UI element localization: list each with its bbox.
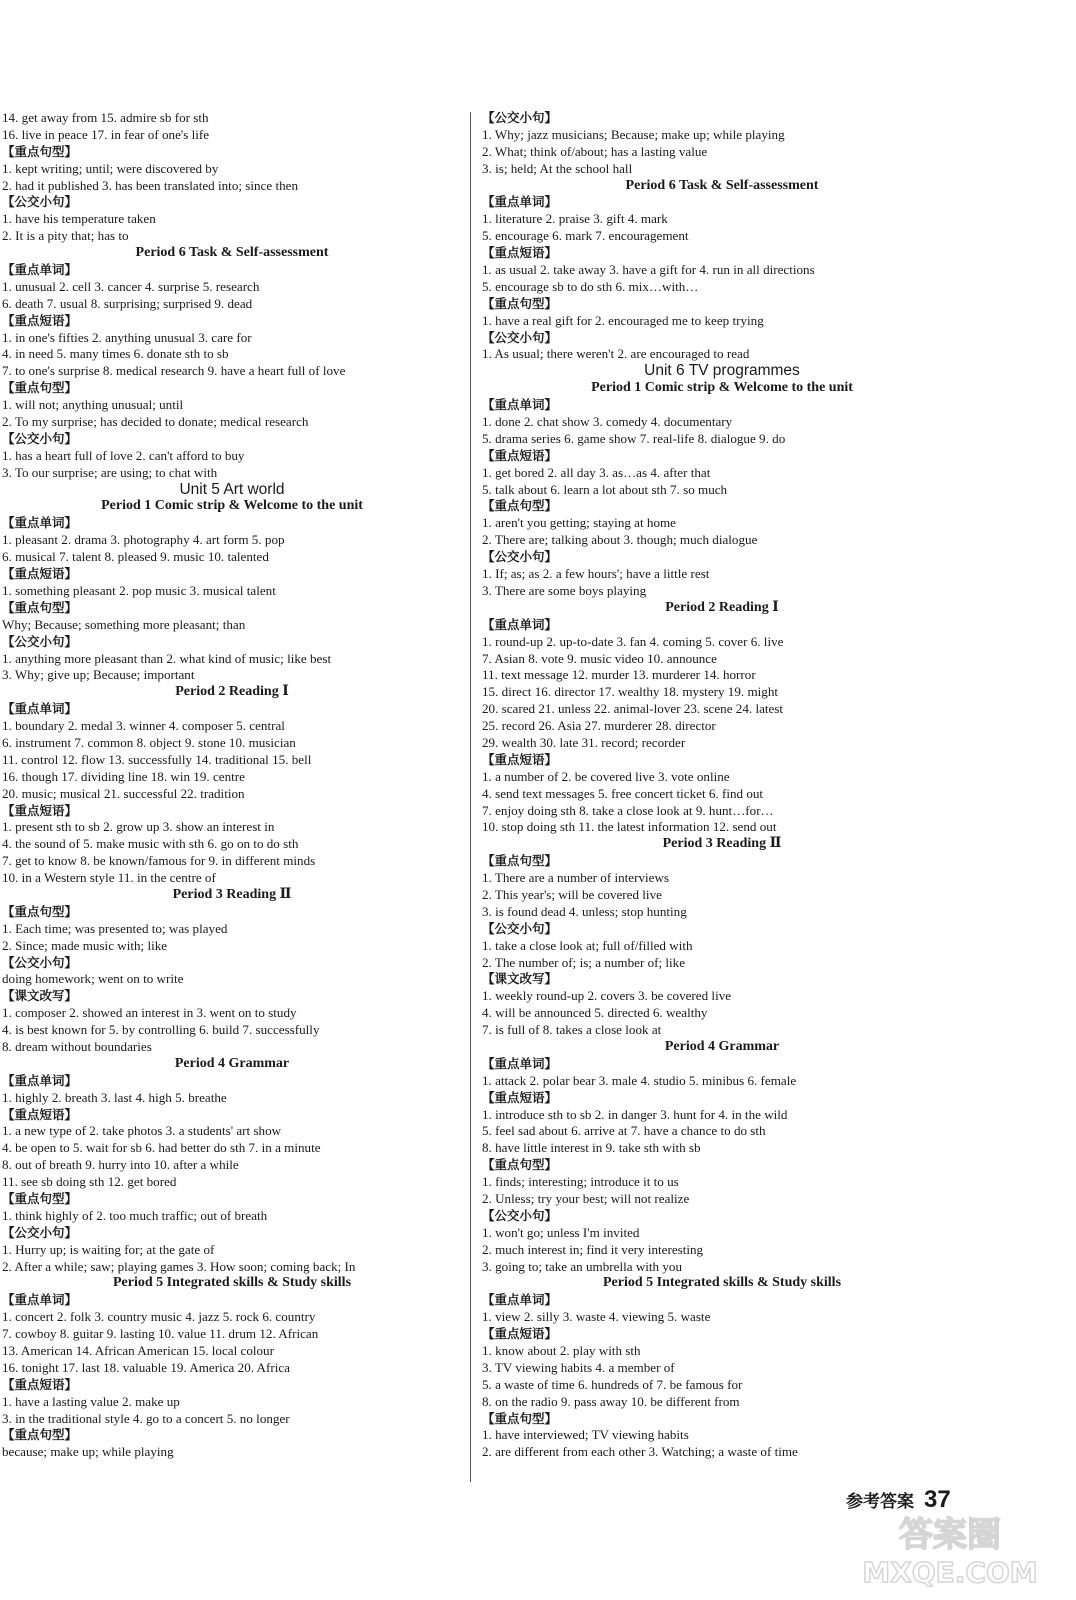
answer-line: 1. think highly of 2. too much traffic; out of breath [2,1207,268,1223]
period-title: Period 5 Integrated skills & Study skills [112,1275,352,1291]
answer-line: 3. is; held; At the school hall [482,160,633,176]
answer-line: 4. in need 5. many times 6. donate sth to sb [2,346,229,362]
section-heading: 【重点短语】 [482,245,558,261]
period-title: Period 2 Reading Ⅰ [665,599,779,615]
answer-line: 13. American 14. African American 15. local colour [2,1343,274,1359]
answer-line: 2. much interest in; find it very interesting [482,1241,704,1257]
answer-line: 1. There are a number of interviews [482,870,669,886]
section-heading: 【公交小句】 [2,194,78,210]
section-heading: 【重点句型】 [2,903,78,919]
unit-title: Unit 6 TV programmes [644,363,800,380]
answer-line: 1. know about 2. play with sth [482,1343,641,1359]
answer-line: 1. concert 2. folk 3. country music 4. jazz 5. rock 6. country [2,1309,316,1325]
section-heading: 【公交小句】 [482,110,558,125]
answer-line: 1. have a lasting value 2. make up [2,1393,180,1409]
section-heading: 【重点单词】 [482,1055,558,1071]
section-heading: 【重点短语】 [482,447,558,463]
answer-line: 1. get bored 2. all day 3. as…as 4. after that [482,464,711,480]
answer-line: 2. The number of; is; a number of; like [482,954,686,970]
answer-line: 4. send text messages 5. free concert ticket 6. find out [482,785,764,801]
section-heading: 【重点单词】 [482,397,558,413]
section-heading: 【重点句型】 [482,1410,558,1426]
answer-line: 1. introduce sth to sb 2. in danger 3. hunt for 4. in the wild [482,1106,788,1122]
answer-line: 1. anything more pleasant than 2. what kind of music; like best [2,650,332,666]
answer-line: 2. What; think of/about; has a lasting value [482,143,708,159]
answer-line: 6. musical 7. talent 8. pleased 9. music 10. talented [2,549,269,565]
answer-line: 1. something pleasant 2. pop music 3. musical talent [2,582,276,598]
answer-line: 5. encourage 6. mark 7. encouragement [482,228,689,244]
answer-line: 1. Hurry up; is waiting for; at the gate of [2,1241,215,1257]
answer-line: 1. finds; interesting; introduce it to us [482,1174,679,1190]
answer-line: 5. feel sad about 6. arrive at 7. have a chance to do sth [482,1123,766,1139]
section-heading: 【重点短语】 [482,1326,558,1342]
answer-line: 2. are different from each other 3. Watching; a waste of time [482,1444,798,1460]
section-heading: 【公交小句】 [2,954,78,970]
section-heading: 【公交小句】 [482,329,558,345]
section-heading: 【课文改写】 [482,971,558,987]
section-heading: 【重点单词】 [2,515,78,531]
answer-line: 3. is found dead 4. unless; stop hunting [482,903,687,919]
answer-line: 3. TV viewing habits 4. a member of [482,1359,675,1375]
answer-line: 5. talk about 6. learn a lot about sth 7. so much [482,481,728,497]
answer-line: 16. though 17. dividing line 18. win 19. centre [2,768,245,784]
answer-line: 1. as usual 2. take away 3. have a gift for 4. run in all directions [482,262,815,278]
answer-line: 7. get to know 8. be known/famous for 9. in different minds [2,853,316,869]
column-divider [470,112,471,1482]
section-heading: 【公交小句】 [2,633,78,649]
answer-line: 11. text message 12. murder 13. murderer 14. horror [482,667,756,683]
section-heading: 【重点句型】 [482,295,558,311]
answer-line: 1. As usual; there weren't 2. are encouraged to read [482,346,750,362]
answer-line: 1. kept writing; until; were discovered by [2,160,219,176]
answer-line: 2. This year's; will be covered live [482,886,662,902]
answer-line: 10. in a Western style 11. in the centre of [2,870,216,886]
answer-line: 2. There are; talking about 3. though; much dialogue [482,532,758,548]
watermark-top: 答案圈 [899,1515,1001,1555]
answer-line: 1. won't go; unless I'm invited [482,1224,640,1240]
section-heading: 【重点单词】 [2,262,78,278]
answer-line: 3. in the traditional style 4. go to a concert 5. no longer [2,1410,290,1426]
answer-line: 25. record 26. Asia 27. murderer 28. director [482,718,716,734]
section-heading: 【重点单词】 [2,701,78,717]
period-title: Period 3 Reading Ⅱ [172,886,292,902]
section-heading: 【重点短语】 [482,1089,558,1105]
watermark-logo [850,1510,1050,1590]
answer-line: 1. present sth to sb 2. grow up 3. show an interest in [2,819,275,835]
answer-line: 7. is full of 8. takes a close look at [482,1022,662,1038]
answer-line: 1. unusual 2. cell 3. cancer 4. surprise 5. research [2,278,260,294]
left-column [2,110,462,1461]
answer-line: 10. stop doing sth 11. the latest information 12. send out [482,819,777,835]
period-title: Period 5 Integrated skills & Study skills [602,1275,842,1291]
answer-line: 11. control 12. flow 13. successfully 14. traditional 15. bell [2,751,312,767]
footer-label: 参考答案 [846,1492,914,1512]
answer-line: 1. literature 2. praise 3. gift 4. mark [482,211,668,227]
section-heading: 【重点句型】 [482,853,558,869]
answer-line: 1. pleasant 2. drama 3. photography 4. art form 5. pop [2,532,285,548]
answer-line: 1. weekly round-up 2. covers 3. be covered live [482,988,732,1004]
section-heading: 【重点短语】 [2,802,78,818]
answer-line: 20. scared 21. unless 22. animal-lover 23. scene 24. latest [482,701,784,717]
answer-line: 2. had it published 3. has been translated into; since then [2,177,298,193]
period-title: Period 2 Reading Ⅰ [175,684,289,700]
answer-line: 1. have his temperature taken [2,211,156,227]
section-heading: 【公交小句】 [2,1224,78,1240]
section-heading: 【重点句型】 [2,1427,78,1443]
section-heading: 【公交小句】 [2,430,78,446]
answer-line: 1. highly 2. breath 3. last 4. high 5. breathe [2,1089,227,1105]
answer-line: Why; Because; something more pleasant; than [2,616,246,632]
answer-line: 1. a new type of 2. take photos 3. a students' art show [2,1123,282,1139]
period-title: Period 1 Comic strip & Welcome to the unit [591,380,853,396]
answer-line: 6. instrument 7. common 8. object 9. stone 10. musician [2,734,296,750]
answer-line: 3. To our surprise; are using; to chat with [2,464,218,480]
answer-line: 1. If; as; as 2. a few hours'; have a little rest [482,566,710,582]
answer-line: doing homework; went on to write [2,971,184,987]
answer-line: 8. have little interest in 9. take sth with sb [482,1140,701,1156]
answer-line: 1. in one's fifties 2. anything unusual 3. care for [2,329,252,345]
answer-line: 7. enjoy doing sth 8. take a close look at 9. hunt…for… [482,802,774,818]
answer-line: 7. Asian 8. vote 9. music video 10. announce [482,650,717,666]
answer-line: 6. death 7. usual 8. surprising; surprised 9. dead [2,295,253,311]
period-title: Period 6 Task & Self-assessment [625,177,819,193]
answer-line: 1. done 2. chat show 3. comedy 4. documentary [482,414,733,430]
answer-line: 2. Unless; try your best; will not realize [482,1191,690,1206]
section-heading: 【重点短语】 [2,1106,78,1122]
section-heading: 【重点单词】 [482,1292,558,1308]
answer-line: 1. have interviewed; TV viewing habits [482,1427,689,1443]
section-heading: 【重点单词】 [482,616,558,632]
answer-line: 20. music; musical 21. successful 22. tradition [2,785,245,801]
answer-line: 16. tonight 17. last 18. valuable 19. America 20. Africa [2,1359,290,1375]
period-title: Period 4 Grammar [174,1055,290,1071]
section-heading: 【重点句型】 [482,498,558,514]
answer-line: 1. a number of 2. be covered live 3. vote online [482,768,730,784]
answer-line: 14. get away from 15. admire sb for sth [2,110,209,125]
section-heading: 【课文改写】 [2,988,78,1004]
answer-line: 7. cowboy 8. guitar 9. lasting 10. value 11. drum 12. African [2,1326,319,1342]
section-heading: 【重点句型】 [2,1191,78,1206]
answer-line: 5. drama series 6. game show 7. real-life 8. dialogue 9. do [482,430,786,446]
period-title: Period 4 Grammar [664,1038,780,1054]
section-heading: 【重点单词】 [2,1072,78,1088]
answer-line: 1. Each time; was presented to; was played [2,920,228,936]
answer-line: 7. to one's surprise 8. medical research 9. have a heart full of love [2,363,346,379]
answer-line: 8. out of breath 9. hurry into 10. after a while [2,1157,239,1173]
answer-line: 29. wealth 30. late 31. record; recorder [482,734,686,750]
answer-line: 8. on the radio 9. pass away 10. be different from [482,1393,740,1409]
answer-line: 16. live in peace 17. in fear of one's life [2,126,210,142]
section-heading: 【重点短语】 [482,751,558,767]
section-heading: 【重点短语】 [2,1376,78,1392]
answer-line: 2. After a while; saw; playing games 3. How soon; coming back; In [2,1258,356,1274]
answer-line: 1. boundary 2. medal 3. winner 4. composer 5. central [2,718,285,734]
section-heading: 【重点句型】 [2,599,78,615]
answer-line: 8. dream without boundaries [2,1038,152,1054]
answer-line: 1. attack 2. polar bear 3. male 4. studio 5. minibus 6. female [482,1072,797,1088]
answer-line: 1. has a heart full of love 2. can't afford to buy [2,447,245,463]
section-heading: 【重点句型】 [2,380,78,396]
answer-line: 1. aren't you getting; staying at home [482,515,676,531]
answer-line: 3. going to; take an umbrella with you [482,1258,683,1274]
section-heading: 【重点句型】 [482,1157,558,1173]
answer-line: 4. the sound of 5. make music with sth 6. go on to do sth [2,836,299,852]
answer-line: 11. see sb doing sth 12. get bored [2,1174,177,1190]
answer-line: 1. round-up 2. up-to-date 3. fan 4. coming 5. cover 6. live [482,633,784,649]
answer-line: 15. direct 16. director 17. wealthy 18. mystery 19. might [482,684,779,700]
section-heading: 【重点单词】 [482,194,558,210]
section-heading: 【重点短语】 [2,566,78,582]
answer-line: 3. There are some boys playing [482,582,647,598]
answer-line: 1. composer 2. showed an interest in 3. went on to study [2,1005,297,1021]
answer-line: 1. have a real gift for 2. encouraged me to keep trying [482,312,764,328]
answer-line: 5. a waste of time 6. hundreds of 7. be famous for [482,1376,743,1392]
section-heading: 【重点短语】 [2,312,78,328]
answer-line: 4. be open to 5. wait for sb 6. had better do sth 7. in a minute [2,1140,321,1156]
period-title: Period 6 Task & Self-assessment [135,245,329,261]
answer-line: 4. will be announced 5. directed 6. wealthy [482,1005,708,1021]
section-heading: 【重点单词】 [2,1292,78,1308]
section-heading: 【重点句型】 [2,143,78,159]
answer-line: 3. Why; give up; Because; important [2,667,195,683]
answer-line: 1. will not; anything unusual; until [2,397,184,413]
right-column [482,110,962,1461]
answer-line: because; make up; while playing [2,1444,174,1460]
period-title: Period 3 Reading Ⅱ [662,836,782,852]
answer-line: 5. encourage sb to do sth 6. mix…with… [482,278,699,294]
answer-line: 4. is best known for 5. by controlling 6. build 7. successfully [2,1022,320,1038]
unit-title: Unit 5 Art world [179,481,285,498]
answer-line: 1. view 2. silly 3. waste 4. viewing 5. waste [482,1309,711,1325]
page-number: 37 [924,1486,951,1513]
answer-line: 2. It is a pity that; has to [2,228,129,244]
section-heading: 【公交小句】 [482,549,558,565]
section-heading: 【公交小句】 [482,1207,558,1223]
answer-line: 1. Why; jazz musicians; Because; make up; while playing [482,126,785,142]
watermark-bottom: MXQE.COM [862,1556,1038,1589]
answer-line: 2. To my surprise; has decided to donate; medical research [2,414,309,430]
period-title: Period 1 Comic strip & Welcome to the unit [101,498,363,514]
section-heading: 【公交小句】 [482,920,558,936]
answer-line: 2. Since; made music with; like [2,937,168,953]
answer-line: 1. take a close look at; full of/filled with [482,937,693,953]
